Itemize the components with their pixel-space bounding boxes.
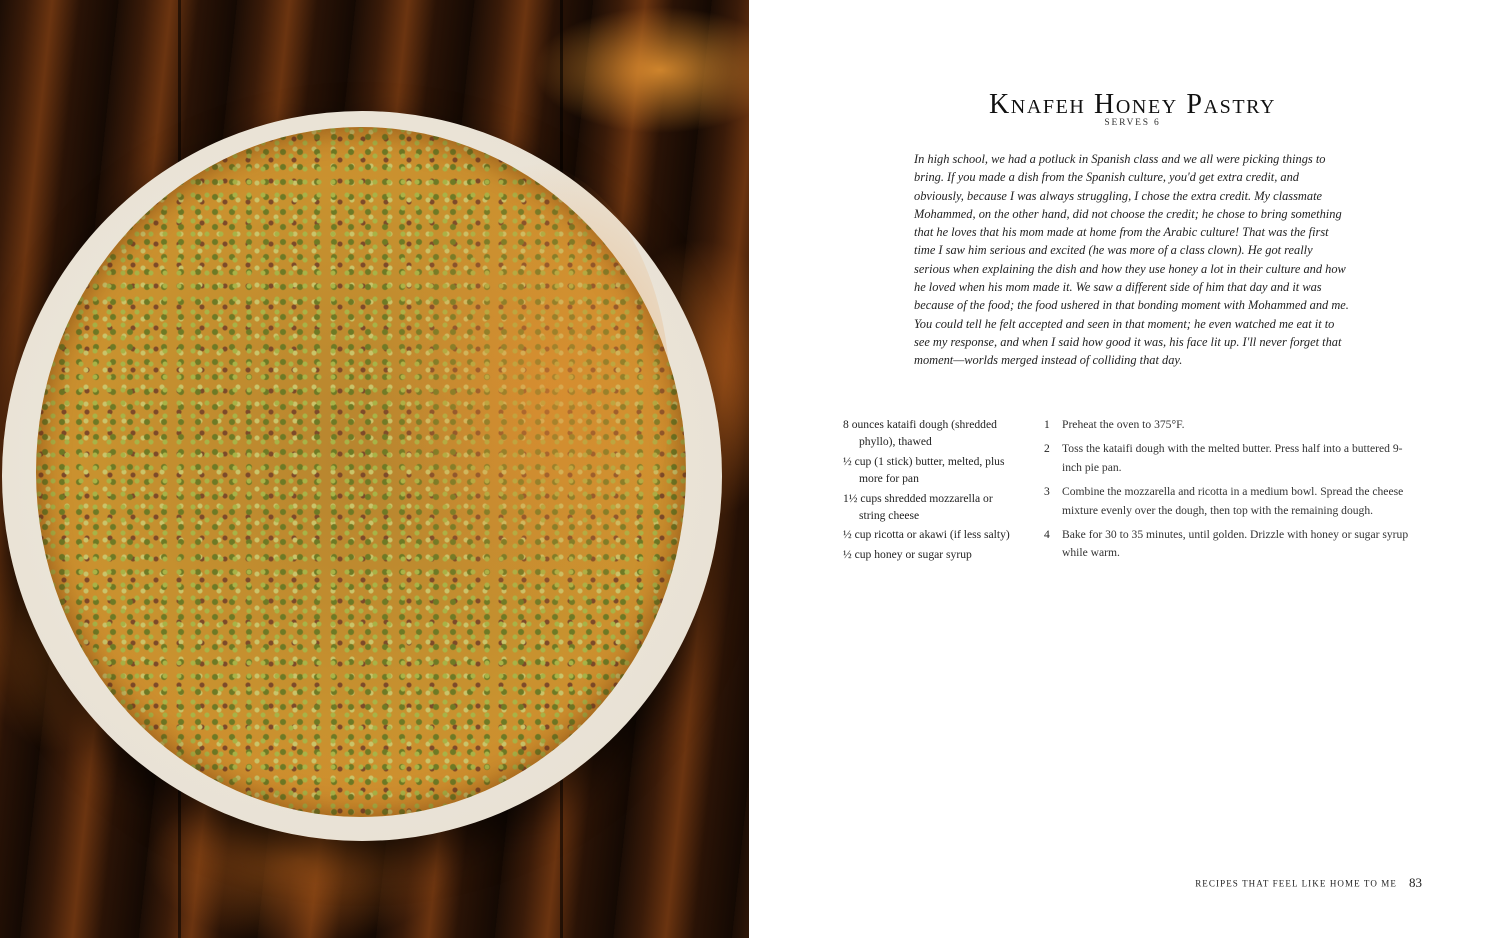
ingredient-item: ½ cup honey or sugar syrup — [843, 547, 972, 561]
running-footer: RECIPES THAT FEEL LIKE HOME TO ME — [1195, 878, 1397, 889]
instruction-step — [1044, 483, 1414, 520]
instruction-step — [1044, 440, 1414, 477]
recipe-title: Knafeh Honey Pastry — [988, 88, 1277, 120]
ingredient-item: 8 ounces kataifi dough (shredded phyllo), thawed — [843, 418, 997, 449]
step-text: Bake for 30 to 35 minutes, until golden. Drizzle with honey or sugar syrup while warm. — [1062, 528, 1409, 560]
ingredient-item: ½ cup (1 stick) butter, melted, plus more for pan — [843, 454, 1005, 486]
step-text: Combine the mozzarella and ricotta in a medium bowl. Spread the cheese mixture evenly over the dough, then top with the remaining dough. — [1062, 485, 1404, 517]
ingredient-list — [843, 416, 1013, 565]
serves-count: SERVES 6 — [1104, 118, 1161, 128]
ingredient-item: 1½ cups shredded mozzarella or string cheese — [843, 491, 993, 523]
step-number: 3 — [1044, 485, 1050, 499]
ingredient-item: ½ cup ricotta or akawi (if less salty) — [843, 528, 1010, 542]
page-number: 83 — [1409, 875, 1422, 891]
page-footer — [1195, 874, 1422, 892]
step-number: 2 — [1044, 442, 1050, 456]
step-text: Toss the kataifi dough with the melted butter. Press half into a buttered 9-inch pie pan. — [1062, 442, 1403, 474]
instruction-steps — [1044, 416, 1414, 569]
step-number: 1 — [1044, 418, 1050, 431]
step-text: Preheat the oven to 375°F. — [1062, 418, 1185, 431]
recipe-photo — [0, 0, 749, 938]
instruction-step — [1044, 526, 1414, 563]
honey-glaze — [370, 160, 670, 630]
recipe-intro: In high school, we had a potluck in Spanish class and we all were picking things to bring. If you made a dish from the Spanish culture, you'd get extra credit, and obviously, because I was always struggling, I chose the extra credit. My classmate Mohammed, on the other hand, did not choose the credit; he chose to bring something that he loves that his mom made at home from the Arabic culture! That was the first time I saw him serious and excited (he was more of a class clown). He got really serious when explaining the dish and how they use honey a lot in their culture and how he loved when his mom made it. We saw a different side of him that day and it was because of the food; the food ushered in that bonding moment with Mohammed and me. You could tell he felt accepted and seen in that moment; he even watched me eat it to see my response, and when I said how good it was, his face lit up. I'll never forget that moment—worlds merged instead of colliding that day. — [914, 152, 1349, 368]
instruction-step — [1044, 416, 1414, 434]
step-number: 4 — [1044, 528, 1050, 542]
